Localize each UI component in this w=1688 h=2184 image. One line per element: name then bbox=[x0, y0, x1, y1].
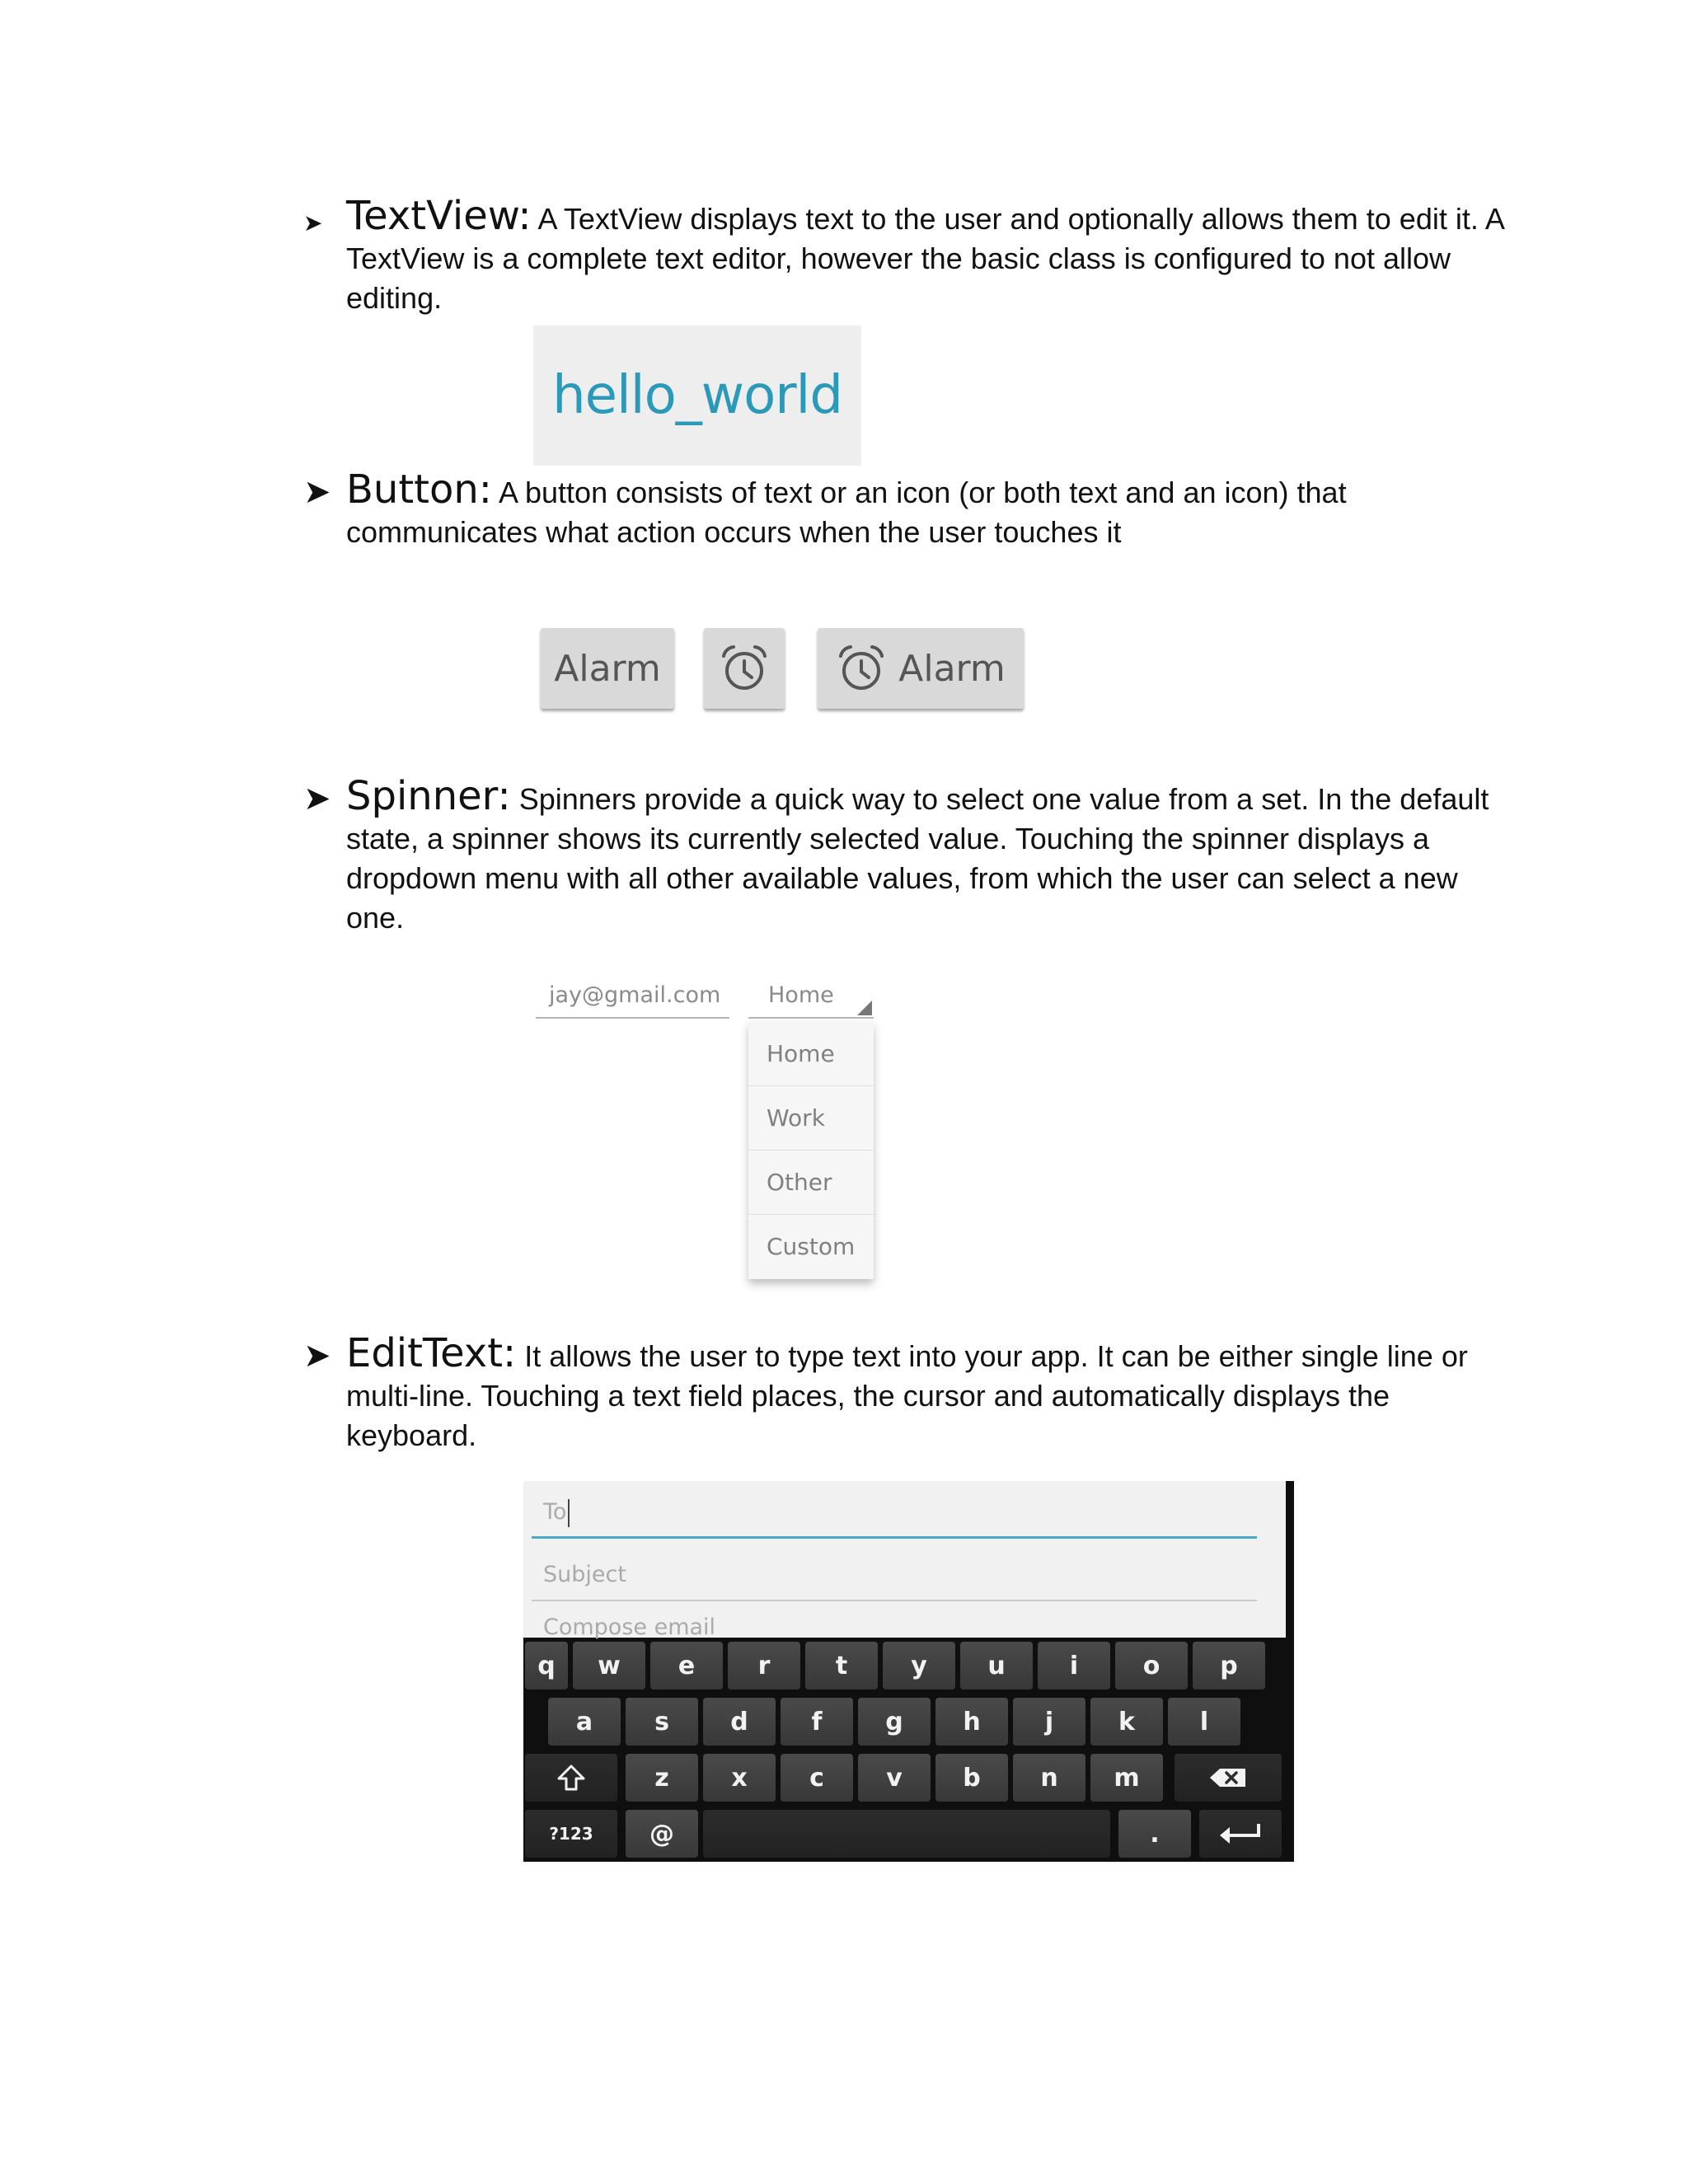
key-n[interactable]: n bbox=[1013, 1754, 1085, 1802]
enter-icon bbox=[1217, 1821, 1264, 1846]
textview-description: TextView: A TextView displays text to the user and optionally allows them to edit it. A TextView is a complete text editor, however the basic class is configured to not allow editing. bbox=[346, 193, 1503, 315]
key-i[interactable]: i bbox=[1038, 1642, 1110, 1690]
term-spinner: Spinner: bbox=[346, 773, 511, 819]
term-textview: TextView: bbox=[346, 193, 532, 239]
shift-icon bbox=[556, 1764, 586, 1792]
key-at[interactable]: @ bbox=[626, 1810, 698, 1858]
key-q[interactable]: q bbox=[525, 1642, 568, 1690]
arrow-bullet-icon: ➤ bbox=[303, 209, 323, 237]
key-c[interactable]: c bbox=[781, 1754, 853, 1802]
arrow-bullet-icon: ➤ bbox=[303, 473, 331, 511]
spinner-description: Spinner: Spinners provide a quick way to select one value from a set. In the default state, a spinner shows its currently selected value. Touching the spinner displays a dropdown menu with all other available values, from which the user can select a new one. bbox=[346, 773, 1489, 935]
spinner-arrow-icon bbox=[857, 1001, 872, 1015]
key-t[interactable]: t bbox=[805, 1642, 878, 1690]
key-m[interactable]: m bbox=[1090, 1754, 1163, 1802]
key-j[interactable]: j bbox=[1013, 1698, 1085, 1746]
spinner-option-work[interactable]: Work bbox=[748, 1086, 874, 1151]
spinner-option-other[interactable]: Other bbox=[748, 1151, 874, 1215]
backspace-icon bbox=[1208, 1767, 1248, 1788]
backspace-key[interactable] bbox=[1175, 1754, 1282, 1802]
key-o[interactable]: o bbox=[1115, 1642, 1188, 1690]
key-b[interactable]: b bbox=[935, 1754, 1008, 1802]
key-f[interactable]: f bbox=[781, 1698, 853, 1746]
alarm-clock-icon bbox=[719, 643, 770, 694]
key-p[interactable]: p bbox=[1193, 1642, 1265, 1690]
button-description: Button: A button consists of text or an icon (or both text and an icon) that communicates what action occurs when the user touches it bbox=[346, 466, 1347, 549]
key-h[interactable]: h bbox=[935, 1698, 1008, 1746]
key-s[interactable]: s bbox=[626, 1698, 698, 1746]
symbols-key[interactable]: ?123 bbox=[525, 1810, 617, 1858]
key-g[interactable]: g bbox=[858, 1698, 931, 1746]
text-cursor bbox=[568, 1499, 570, 1527]
textview-example-text: hello_world bbox=[552, 365, 842, 426]
shift-key[interactable] bbox=[525, 1754, 617, 1802]
key-y[interactable]: y bbox=[883, 1642, 955, 1690]
arrow-bullet-icon: ➤ bbox=[303, 1337, 331, 1375]
textview-section bbox=[303, 193, 1508, 318]
spinner-option-custom[interactable]: Custom bbox=[767, 1233, 856, 1260]
key-period[interactable]: . bbox=[1118, 1810, 1191, 1858]
subject-field[interactable]: Subject bbox=[532, 1549, 1257, 1601]
keyboard-row-1 bbox=[523, 1638, 1294, 1694]
key-z[interactable]: z bbox=[626, 1754, 698, 1802]
term-button: Button: bbox=[346, 466, 492, 513]
spinner-control[interactable]: Home bbox=[748, 982, 874, 1019]
term-edittext: EditText: bbox=[346, 1330, 517, 1376]
edittext-section bbox=[303, 1330, 1508, 1455]
to-field[interactable]: To bbox=[532, 1486, 1257, 1539]
keyboard-row-3 bbox=[523, 1750, 1294, 1806]
compose-field[interactable]: Compose email bbox=[543, 1615, 716, 1640]
alarm-text-button[interactable]: Alarm bbox=[541, 628, 674, 709]
alarm-icon-button[interactable] bbox=[704, 628, 785, 709]
spinner-option-home[interactable]: Home bbox=[748, 1022, 874, 1086]
spacebar-key[interactable] bbox=[703, 1810, 1110, 1858]
key-u[interactable]: u bbox=[960, 1642, 1033, 1690]
spinner-dropdown bbox=[748, 1022, 874, 1279]
key-w[interactable]: w bbox=[573, 1642, 645, 1690]
key-e[interactable]: e bbox=[650, 1642, 723, 1690]
spinner-section bbox=[303, 773, 1508, 938]
email-field[interactable]: jay@gmail.com bbox=[536, 982, 729, 1019]
alarm-icon-text-button[interactable]: Alarm bbox=[818, 628, 1024, 709]
button-section bbox=[303, 466, 1508, 552]
alarm-clock-icon bbox=[836, 643, 887, 694]
key-x[interactable]: x bbox=[703, 1754, 776, 1802]
key-a[interactable]: a bbox=[548, 1698, 621, 1746]
key-v[interactable]: v bbox=[858, 1754, 931, 1802]
keyboard-row-2 bbox=[523, 1694, 1294, 1750]
key-r[interactable]: r bbox=[728, 1642, 800, 1690]
arrow-bullet-icon: ➤ bbox=[303, 780, 331, 818]
edittext-example bbox=[523, 1481, 1294, 1862]
key-d[interactable]: d bbox=[703, 1698, 776, 1746]
key-k[interactable]: k bbox=[1090, 1698, 1163, 1746]
textview-example bbox=[533, 326, 861, 466]
enter-key[interactable] bbox=[1199, 1810, 1282, 1858]
compose-form bbox=[523, 1481, 1286, 1638]
edittext-description: EditText: It allows the user to type text into your app. It can be either single line or multi-line. Touching a text field places, the cursor and automatically displays the keyboard. bbox=[346, 1330, 1468, 1452]
key-l[interactable]: l bbox=[1168, 1698, 1240, 1746]
keyboard-row-4 bbox=[523, 1806, 1294, 1862]
